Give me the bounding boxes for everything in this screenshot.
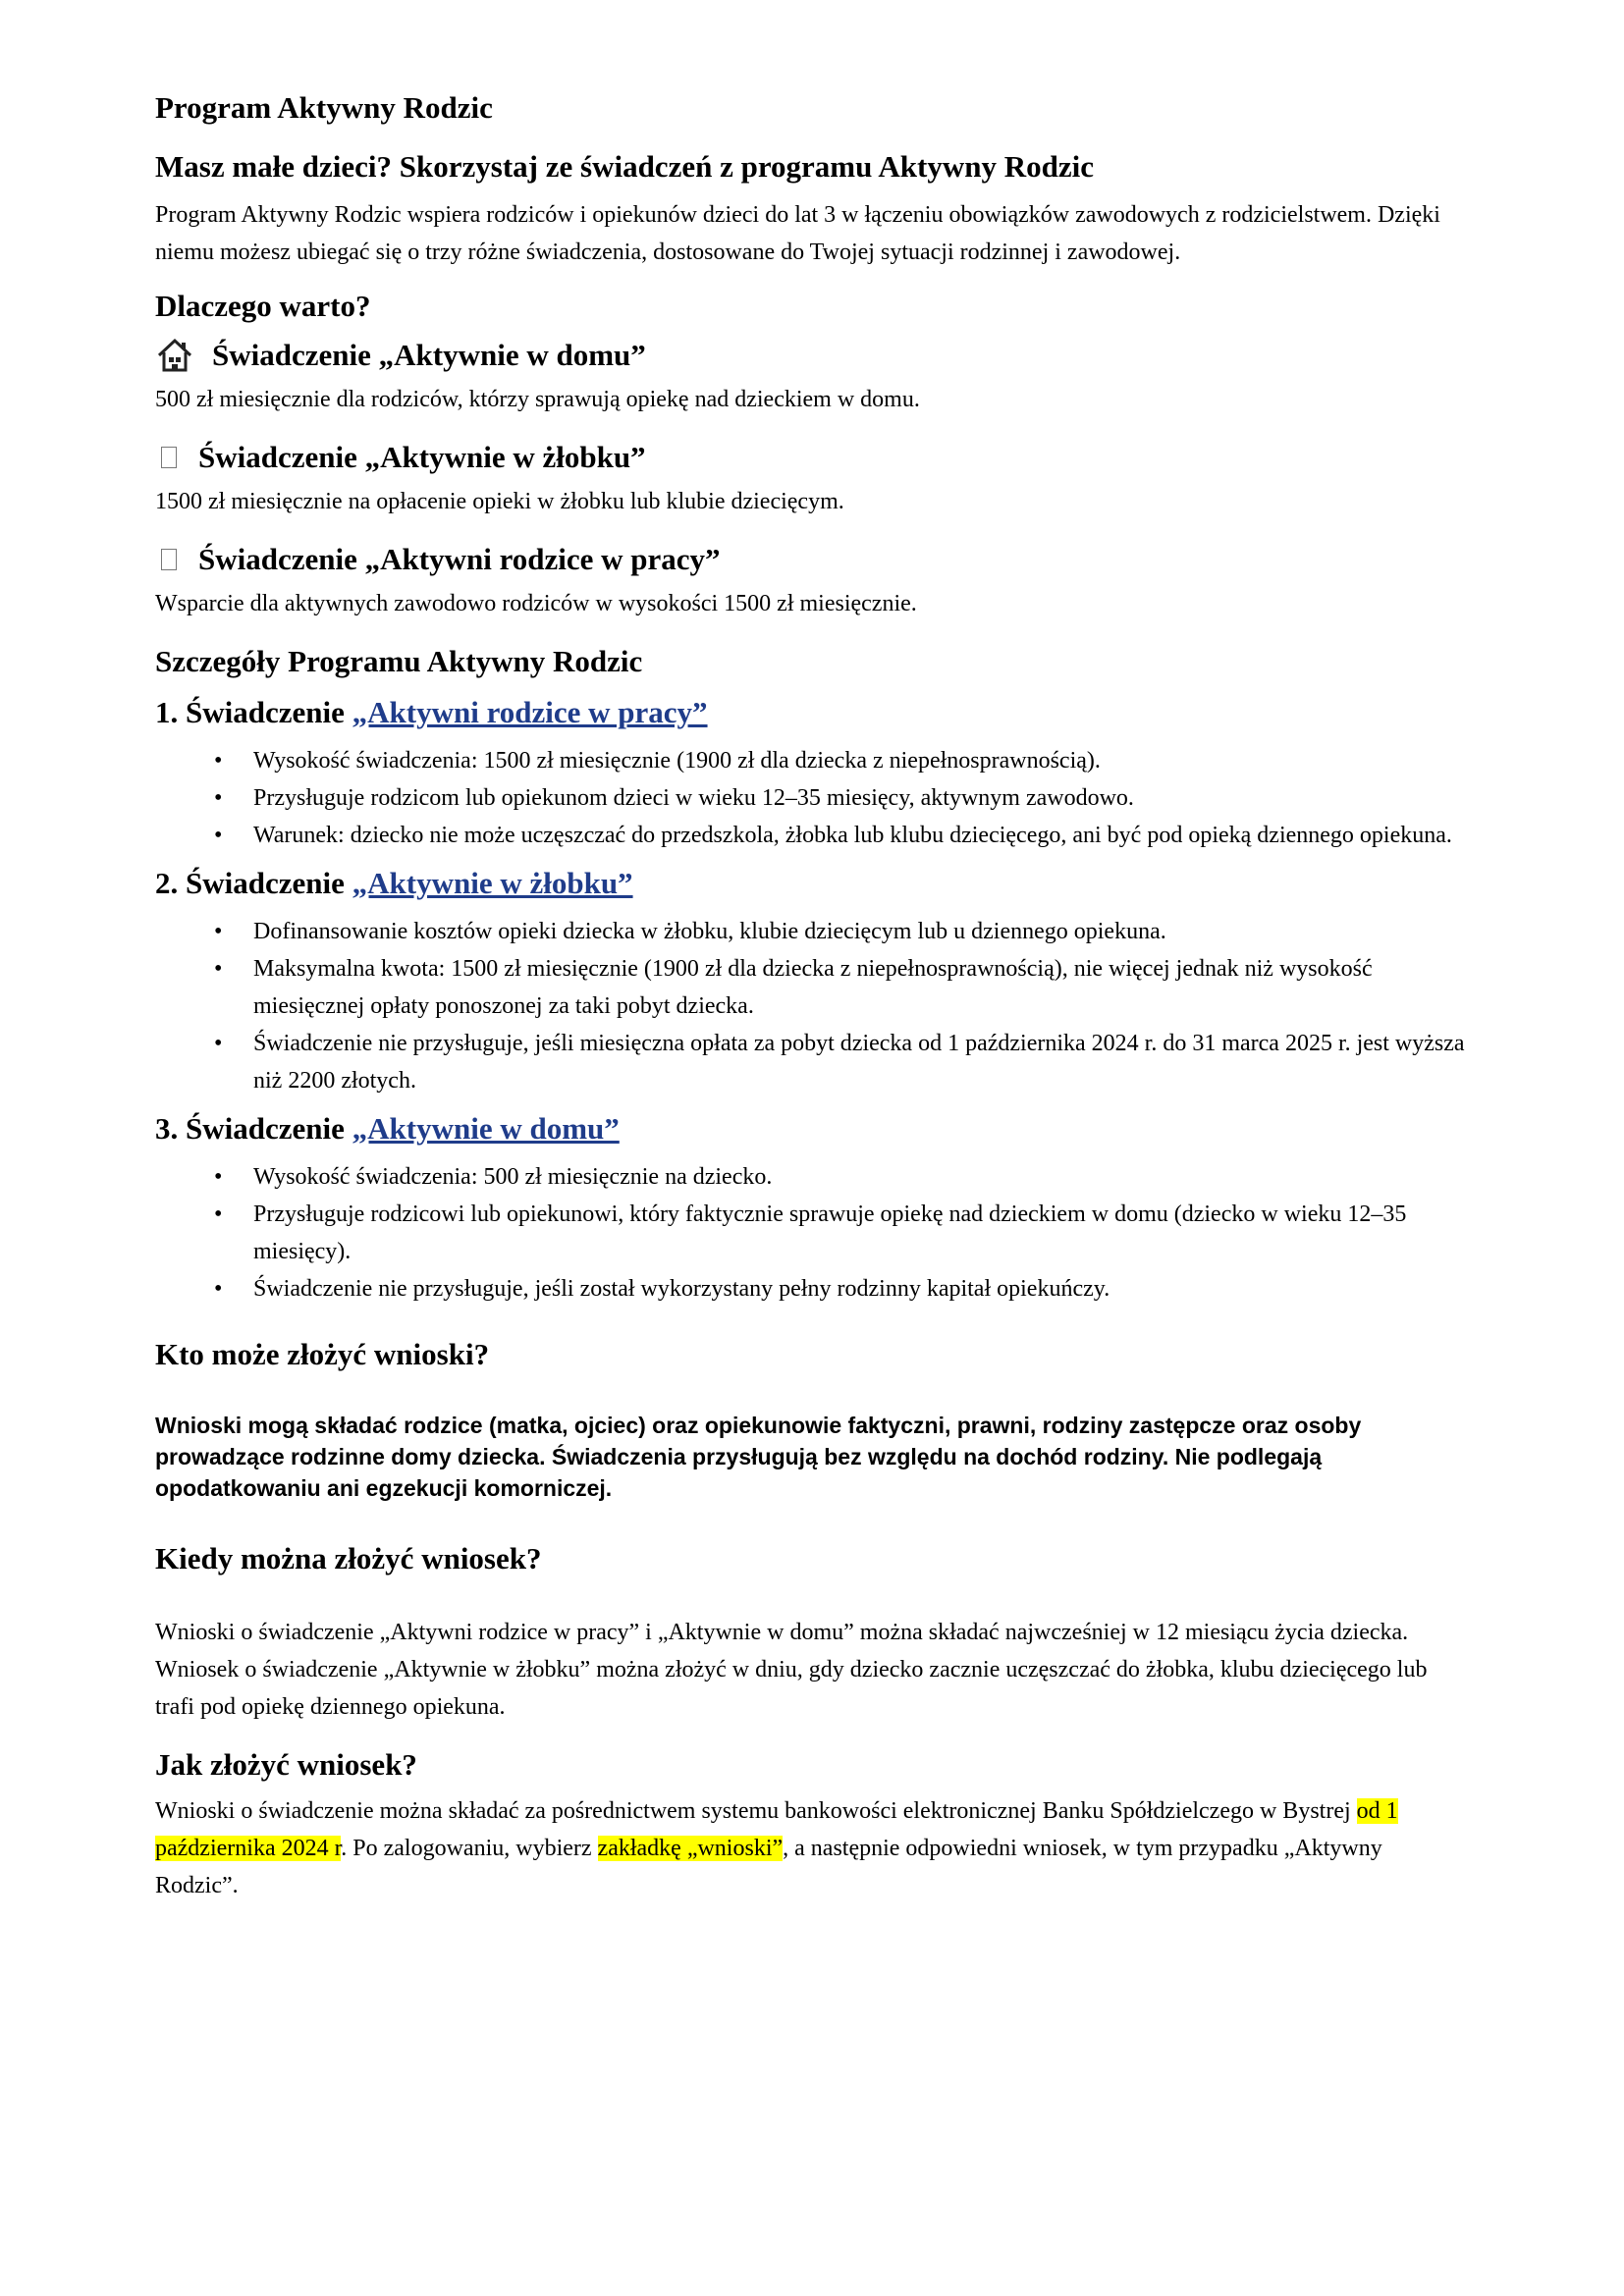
benefit-work-heading xyxy=(155,538,1471,581)
how-text-3: , a następnie odpowiedni wniosek, w tym przypadku „Aktywny Rodzic”. xyxy=(155,1836,1382,1898)
benefit-home-title: Świadczenie „Aktywnie w domu” xyxy=(212,338,646,372)
document-title: Program Aktywny Rodzic xyxy=(155,90,493,125)
benefit-nursery-heading xyxy=(155,436,1471,479)
details-heading: Szczegóły Programu Aktywny Rodzic xyxy=(155,644,643,678)
missing-glyph-icon xyxy=(161,549,177,570)
section-1-heading xyxy=(155,691,1471,734)
how-heading: Jak złożyć wniosek? xyxy=(155,1747,417,1782)
why-heading: Dlaczego warto? xyxy=(155,289,371,323)
list-item: • Świadczenie nie przysługuje, jeśli został wykorzystany pełny rodzinny kapitał opiekuńczy. xyxy=(253,1270,1471,1308)
list-item: • Wysokość świadczenia: 500 zł miesięcznie na dziecko. xyxy=(253,1158,1471,1196)
section-3-list xyxy=(155,1158,1471,1308)
when-heading: Kiedy można złożyć wniosek? xyxy=(155,1541,542,1575)
document-content xyxy=(155,86,1471,1904)
list-item: • Świadczenie nie przysługuje, jeśli miesięczna opłata za pobyt dziecka od 1 października 2024 r. do 31 marca 2025 r. jest wyższa niż 2200 złotych. xyxy=(253,1025,1471,1099)
intro-paragraph: Program Aktywny Rodzic wspiera rodziców i opiekunów dzieci do lat 3 w łączeniu obowiązków zawodowych z rodzicielstwem. Dzięki niemu możesz ubiegać się o trzy różne świadczenia, dostosowane do Twojej sytuacji rodzinnej i zawodowej. xyxy=(155,202,1440,265)
house-icon xyxy=(155,336,194,375)
section-3-link[interactable]: „Aktywnie w domu” xyxy=(352,1111,620,1146)
list-item: • Dofinansowanie kosztów opieki dziecka w żłobku, klubie dziecięcym lub u dziennego opiekuna. xyxy=(253,913,1471,950)
benefit-work-title: Świadczenie „Aktywni rodzice w pracy” xyxy=(198,542,721,576)
highlight-tab: zakładkę „wnioski” xyxy=(597,1836,784,1861)
list-item: • Maksymalna kwota: 1500 zł miesięcznie (1900 zł dla dziecka z niepełnosprawnością), nie więcej jednak niż wysokość miesięcznej opłaty ponoszonej za taki pobyt dziecka. xyxy=(253,950,1471,1025)
section-1-list xyxy=(155,742,1471,854)
who-paragraph: Wnioski mogą składać rodzice (matka, ojciec) oraz opiekunowie faktyczni, prawni, rodziny zastępcze oraz osoby prowadzące rodzinne domy dziecka. Świadczenia przysługują bez względu na dochód rodziny. Nie podlegają opodatkowaniu ani egzekucji komorniczej. xyxy=(155,1413,1362,1501)
benefit-nursery-desc: 1500 zł miesięcznie na opłacenie opieki w żłobku lub klubie dziecięcym. xyxy=(155,489,844,514)
when-paragraph: Wnioski o świadczenie „Aktywni rodzice w pracy” i „Aktywnie w domu” można składać najwcześniej w 12 miesiącu życia dziecka. Wniosek o świadczenie „Aktywnie w żłobku” można złożyć w dniu, gdy dziecko zacznie uczęszczać do żłobka, klubu dziecięcego lub trafi pod opiekę dziennego opiekuna. xyxy=(155,1620,1428,1720)
benefit-home-desc: 500 zł miesięcznie dla rodziców, którzy sprawują opiekę nad dzieckiem w domu. xyxy=(155,387,920,412)
section-1-link[interactable]: „Aktywni rodzice w pracy” xyxy=(352,695,708,729)
list-item: • Warunek: dziecko nie może uczęszczać do przedszkola, żłobka lub klubu dziecięcego, ani być pod opieką dziennego opiekuna. xyxy=(253,817,1471,854)
how-paragraph xyxy=(155,1792,1471,1904)
document-subtitle: Masz małe dzieci? Skorzystaj ze świadczeń z programu Aktywny Rodzic xyxy=(155,149,1094,184)
benefit-nursery-title: Świadczenie „Aktywnie w żłobku” xyxy=(198,440,646,474)
list-item: • Przysługuje rodzicom lub opiekunom dzieci w wieku 12–35 miesięcy, aktywnym zawodowo. xyxy=(253,779,1471,817)
section-2-heading xyxy=(155,862,1471,905)
section-1-prefix: 1. Świadczenie xyxy=(155,695,352,729)
section-3-heading xyxy=(155,1107,1471,1150)
section-2-link[interactable]: „Aktywnie w żłobku” xyxy=(352,866,633,900)
highlight-date: od 1 października 2024 r xyxy=(155,1798,1398,1861)
how-text-2: . Po zalogowaniu, wybierz xyxy=(341,1836,598,1861)
section-3-prefix: 3. Świadczenie xyxy=(155,1111,352,1146)
benefit-work-desc: Wsparcie dla aktywnych zawodowo rodziców w wysokości 1500 zł miesięcznie. xyxy=(155,591,917,616)
who-heading: Kto może złożyć wnioski? xyxy=(155,1337,490,1371)
section-2-prefix: 2. Świadczenie xyxy=(155,866,352,900)
list-item: • Wysokość świadczenia: 1500 zł miesięcznie (1900 zł dla dziecka z niepełnosprawnością). xyxy=(253,742,1471,779)
how-text-1: Wnioski o świadczenie można składać za pośrednictwem systemu bankowości elektronicznej Banku Spółdzielczego w Bystrej xyxy=(155,1798,1357,1824)
list-item: • Przysługuje rodzicowi lub opiekunowi, który faktycznie sprawuje opiekę nad dzieckiem w domu (dziecko w wieku 12–35 miesięcy). xyxy=(253,1196,1471,1270)
missing-glyph-icon xyxy=(161,447,177,468)
benefit-home-heading xyxy=(155,334,1471,377)
section-2-list xyxy=(155,913,1471,1099)
